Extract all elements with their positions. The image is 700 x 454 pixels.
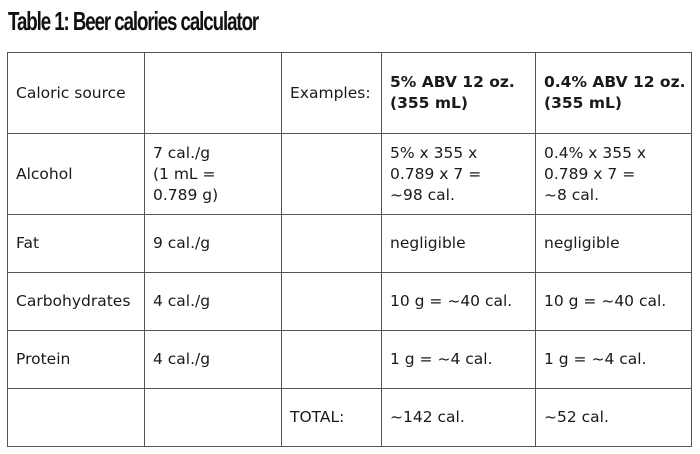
- header-5pct-abv-line: 5% ABV 12 oz.: [390, 73, 515, 91]
- cell-per-gram: [145, 134, 282, 215]
- cell-per-gram-line: 0.789 g): [153, 185, 219, 204]
- cell-source: Fat: [8, 215, 145, 273]
- header-0-4pct-abv-line: 0.4% ABV 12 oz.: [544, 73, 686, 91]
- table-row-total: [8, 389, 692, 447]
- cell-per-gram-line: (1 mL =: [153, 164, 216, 183]
- cell-per-gram: 4 cal./g: [145, 331, 282, 389]
- cell-examples: [282, 215, 382, 273]
- cell-5pct-abv: 10 g = ~40 cal.: [382, 273, 536, 331]
- table-header-row: [8, 53, 692, 134]
- cell-per-gram: [145, 389, 282, 447]
- header-per-gram: [145, 53, 282, 134]
- cell-per-gram: 4 cal./g: [145, 273, 282, 331]
- cell-5pct-abv-line: 0.789 x 7 =: [390, 164, 482, 183]
- cell-5pct-abv: 1 g = ~4 cal.: [382, 331, 536, 389]
- cell-total-label: TOTAL:: [282, 389, 382, 447]
- cell-source: Carbohydrates: [8, 273, 145, 331]
- cell-5pct-abv-line: ~98 cal.: [390, 185, 455, 204]
- header-5pct-abv-line: (355 mL): [390, 94, 468, 112]
- header-examples: Examples:: [282, 53, 382, 134]
- cell-0-4pct-abv: [536, 134, 692, 215]
- table-row-protein: [8, 331, 692, 389]
- header-5pct-abv: [382, 53, 536, 134]
- cell-examples: [282, 273, 382, 331]
- cell-examples: [282, 331, 382, 389]
- cell-total-5pct-abv: ~142 cal.: [382, 389, 536, 447]
- cell-0-4pct-abv-line: ~8 cal.: [544, 185, 600, 204]
- header-caloric-source: Caloric source: [8, 53, 145, 134]
- table-row-alcohol: [8, 134, 692, 215]
- cell-total-0-4pct-abv: ~52 cal.: [536, 389, 692, 447]
- cell-5pct-abv: negligible: [382, 215, 536, 273]
- cell-0-4pct-abv: 10 g = ~40 cal.: [536, 273, 692, 331]
- cell-0-4pct-abv: 1 g = ~4 cal.: [536, 331, 692, 389]
- table-title: Table 1: Beer calories calculator: [8, 6, 259, 36]
- cell-source: Alcohol: [8, 134, 145, 215]
- cell-0-4pct-abv-line: 0.4% x 355 x: [544, 143, 647, 162]
- beer-calories-table: [7, 52, 692, 447]
- cell-source: [8, 389, 145, 447]
- cell-per-gram-line: 7 cal./g: [153, 143, 211, 162]
- table-row-carbohydrates: [8, 273, 692, 331]
- cell-examples: [282, 134, 382, 215]
- table-row-fat: [8, 215, 692, 273]
- header-0-4pct-abv-line: (355 mL): [544, 94, 622, 112]
- cell-0-4pct-abv: negligible: [536, 215, 692, 273]
- cell-0-4pct-abv-line: 0.789 x 7 =: [544, 164, 636, 183]
- cell-source: Protein: [8, 331, 145, 389]
- cell-per-gram: 9 cal./g: [145, 215, 282, 273]
- cell-5pct-abv: [382, 134, 536, 215]
- header-0-4pct-abv: [536, 53, 692, 134]
- cell-5pct-abv-line: 5% x 355 x: [390, 143, 478, 162]
